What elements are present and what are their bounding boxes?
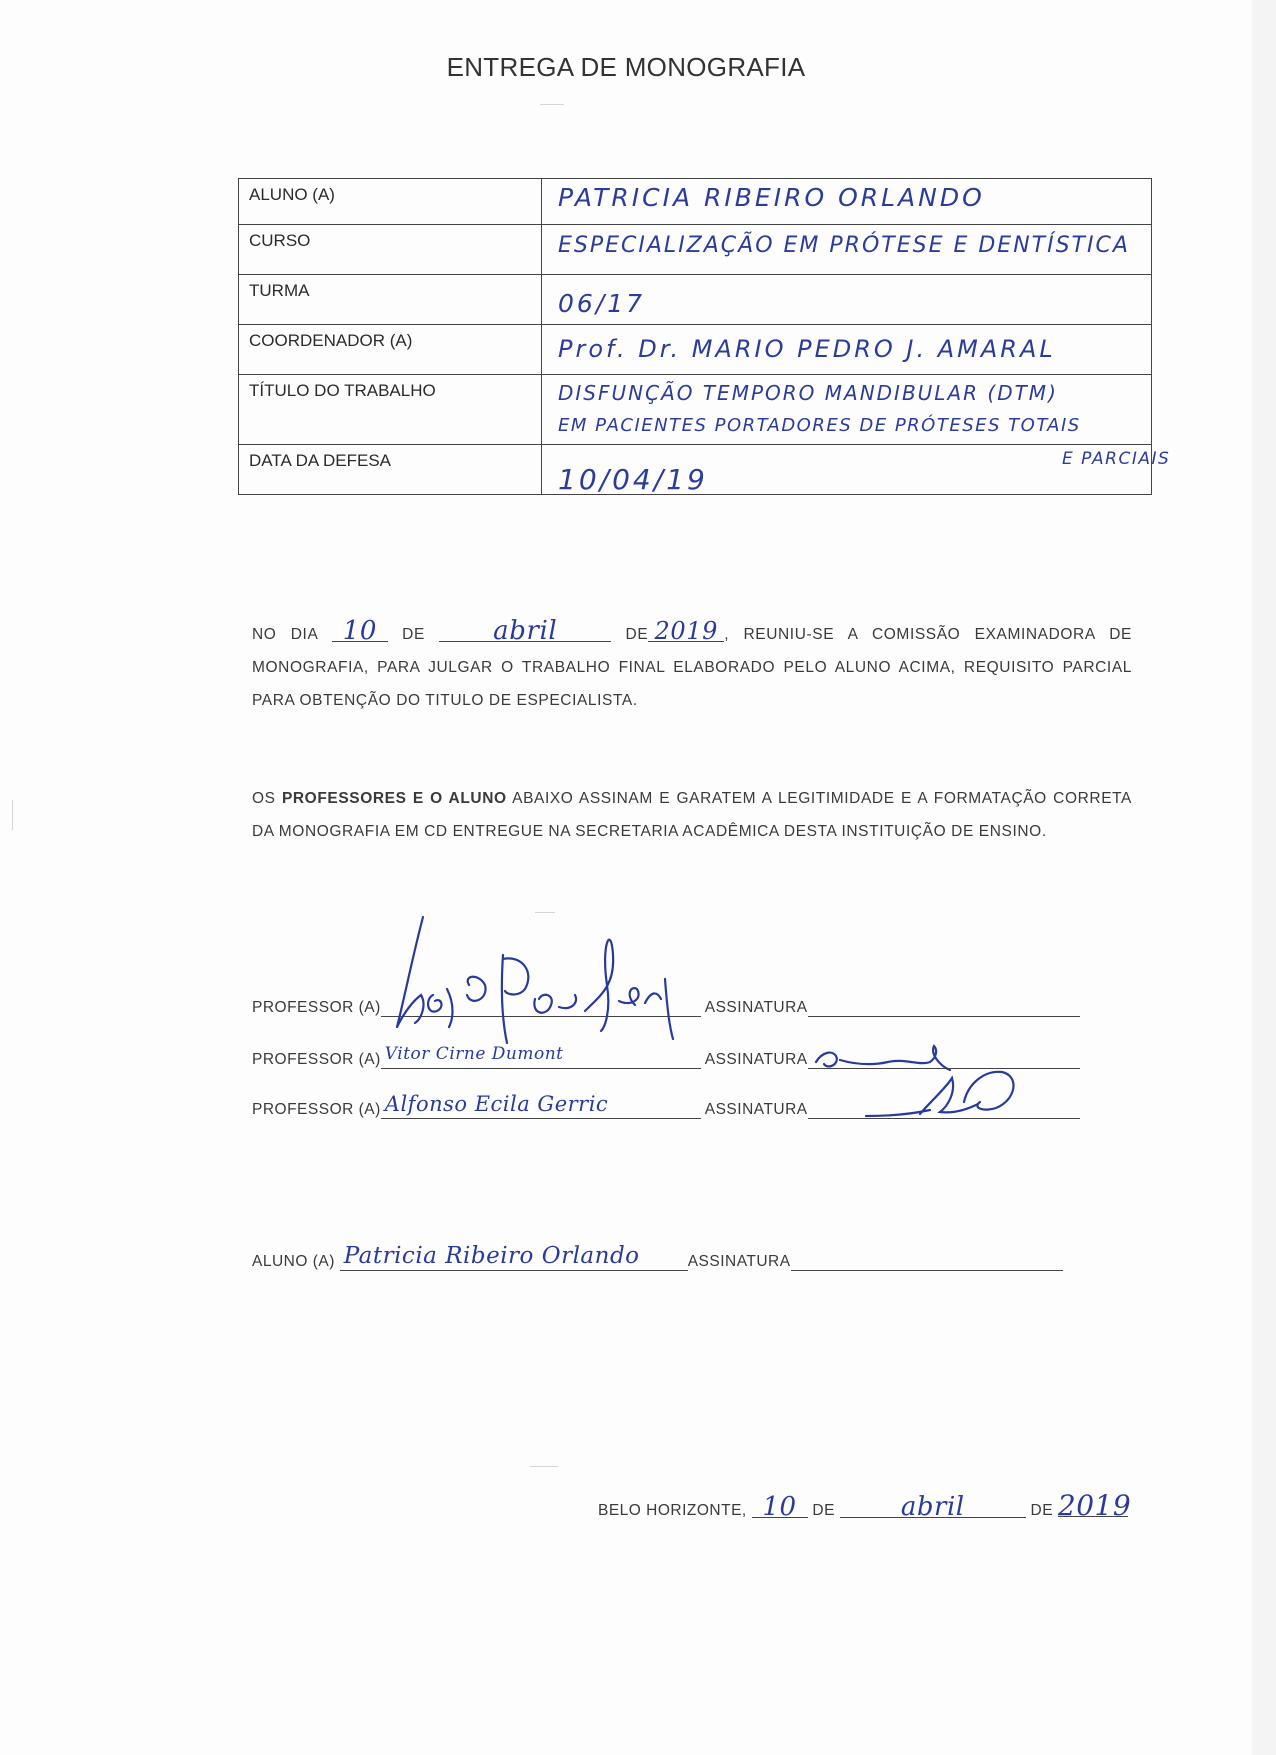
handwritten-aluno: PATRICIA RIBEIRO ORLANDO (558, 183, 985, 212)
assinatura-label-2: ASSINATURA (704, 1051, 808, 1068)
handwritten-turma: 06/17 (558, 289, 646, 318)
handwritten-curso: ESPECIALIZAÇÃO EM PRÓTESE E DENTÍSTICA (558, 233, 1130, 258)
declaration-part2: ABAIXO ASSINAM E GARATEM A LEGITIMIDADE E A FORMATAÇÃO CORRETA DA MONOGRAFIA EM CD ENTREGUE NA SECRETARIA ACADÊMICA DESTA INSTITUIÇÃO DE ENSINO. (252, 790, 1132, 840)
minutes-day: 10 (332, 621, 388, 642)
professor-1-handwritten-signature (375, 915, 715, 1045)
professor-3-handwritten-signature (860, 1064, 1030, 1124)
table-row (239, 325, 1152, 375)
minutes-no-dia: NO DIA (252, 626, 318, 643)
scan-speck (535, 912, 555, 913)
table-row (239, 275, 1152, 325)
handwritten-titulo-line3: E PARCIAIS (1062, 449, 1171, 469)
info-table (238, 178, 1171, 496)
footer-date (598, 1489, 1132, 1522)
handwritten-coordenador: Prof. Dr. MARIO PEDRO J. AMARAL (558, 335, 1056, 363)
label-turma: TURMA (239, 275, 542, 325)
handwritten-titulo-line2: EM PACIENTES PORTADORES DE PRÓTESES TOTAIS (558, 415, 1081, 436)
label-titulo: TÍTULO DO TRABALHO (239, 375, 542, 445)
label-aluno: ALUNO (A) (239, 179, 542, 225)
aluno-name: Patricia Ribeiro Orlando (340, 1242, 688, 1271)
assinatura-label-1: ASSINATURA (704, 999, 808, 1016)
assinatura-label-3: ASSINATURA (704, 1101, 808, 1118)
professor-name-3: Alfonso Ecila Gerric (381, 1090, 701, 1119)
footer-de1: DE (812, 1502, 835, 1519)
label-curso: CURSO (239, 225, 542, 275)
label-coordenador: COORDENADOR (A) (239, 325, 542, 375)
table-row (239, 179, 1152, 225)
value-turma (542, 275, 1152, 325)
handwritten-data-defesa: 10/04/19 (558, 463, 708, 496)
footer-month: abril (840, 1497, 1026, 1518)
value-aluno (542, 179, 1152, 225)
declaration-bold: PROFESSORES E O ALUNO (281, 790, 507, 807)
table-row (239, 375, 1152, 445)
footer-day: 10 (752, 1497, 808, 1518)
scan-speck (12, 800, 13, 830)
table-row (239, 225, 1152, 275)
value-data-defesa (542, 445, 1171, 496)
minutes-year: 2019 (648, 621, 724, 642)
minutes-de2: DE (625, 626, 649, 643)
handwritten-titulo-line1: DISFUNÇÃO TEMPORO MANDIBULAR (DTM) (558, 381, 1058, 405)
declaration-paragraph (252, 782, 1132, 848)
footer-de2: DE (1030, 1502, 1054, 1519)
minutes-de1: DE (402, 626, 425, 643)
assinatura-line-1 (808, 994, 1080, 1017)
minutes-paragraph (252, 618, 1132, 717)
footer-city: BELO HORIZONTE, (598, 1502, 747, 1519)
aluno-assinatura-label: ASSINATURA (687, 1253, 791, 1270)
value-coordenador (542, 325, 1152, 375)
minutes-text: , REUNIU-SE A COMISSÃO EXAMINADORA DE MONOGRAFIA, PARA JULGAR O TRABALHO FINAL ELABORADO PELO ALUNO ACIMA, REQUISITO PARCIAL PARA OBTENÇÃO DO TITULO DE ESPECIALISTA. (252, 626, 1132, 709)
professor-label-3: PROFESSOR (A) (252, 1101, 381, 1118)
value-curso (542, 225, 1152, 275)
footer-year: 2019 (1057, 1489, 1132, 1522)
declaration-part1: OS (252, 790, 282, 807)
document-title: ENTREGA DE MONOGRAFIA (446, 52, 806, 82)
scan-speck (540, 104, 564, 105)
table-row (239, 445, 1152, 495)
aluno-assinatura-line (791, 1248, 1063, 1271)
minutes-month: abril (439, 621, 611, 642)
aluno-label: ALUNO (A) (252, 1253, 335, 1270)
professor-label-1: PROFESSOR (A) (252, 999, 381, 1016)
value-titulo (542, 375, 1152, 445)
professor-label-2: PROFESSOR (A) (252, 1051, 381, 1068)
professor-name-2: Vitor Cirne Dumont (381, 1040, 701, 1069)
scan-speck (530, 1466, 558, 1467)
label-data-defesa: DATA DA DEFESA (239, 445, 542, 495)
aluno-row (252, 1242, 1063, 1271)
